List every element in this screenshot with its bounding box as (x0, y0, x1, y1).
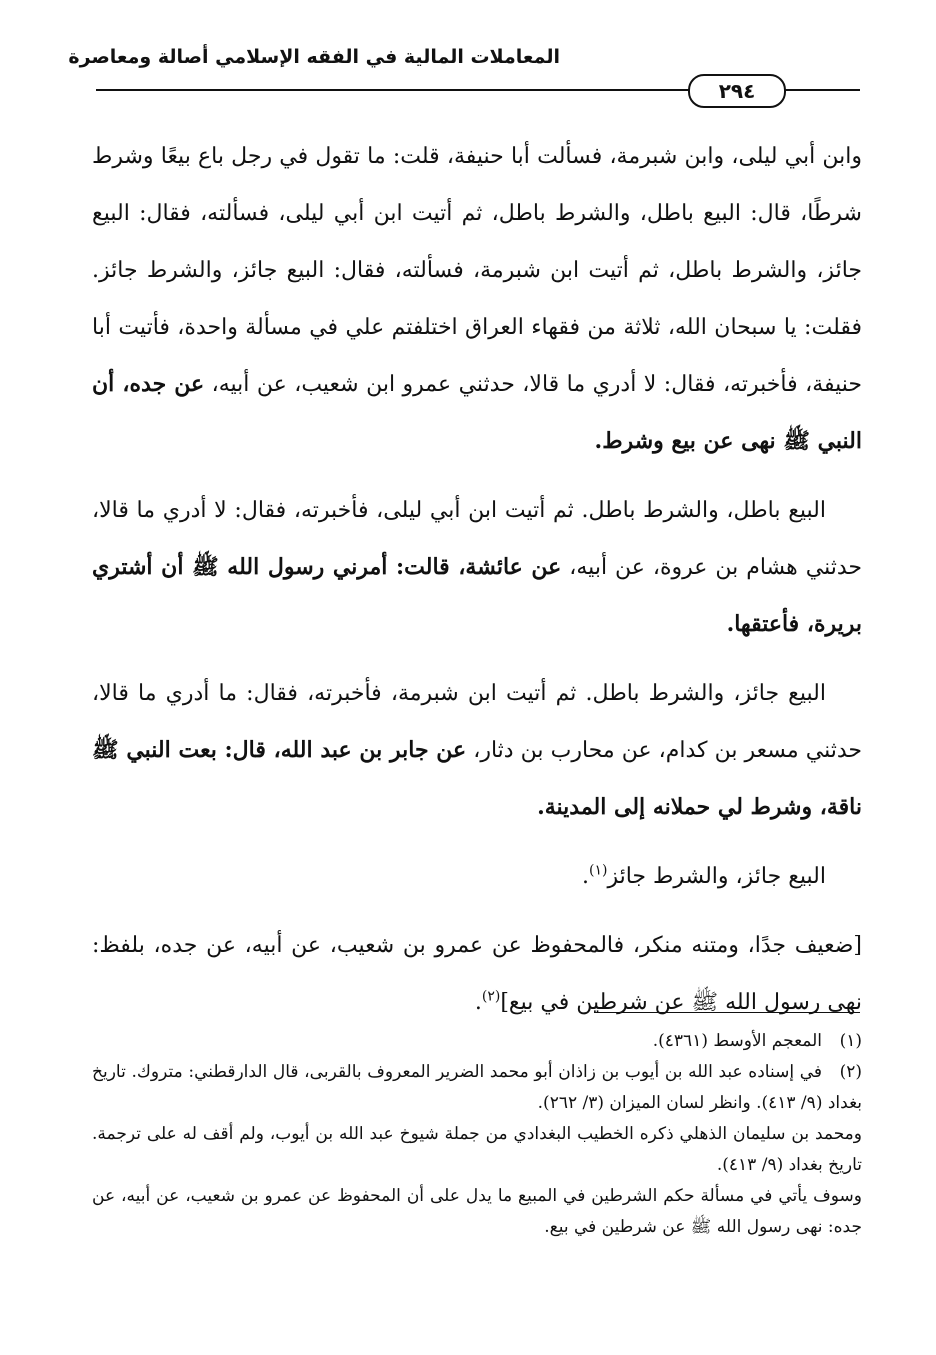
footnote-ref-2[interactable]: (٢) (481, 988, 501, 1005)
footnote-2-marker: (٢) (839, 1062, 862, 1082)
main-text (92, 128, 862, 1043)
footnote-2 (92, 1057, 862, 1119)
footnotes (92, 1026, 862, 1243)
page-number-badge: ٢٩٤ (688, 74, 786, 108)
paragraph-5-text: [ضعيف جدًا، ومتنه منكر، فالمحفوظ عن عمرو بن شعيب، عن أبيه، عن جده، بلفظ: نهى رسول الله ﷺ عن شرطين في بيع] (92, 933, 862, 1015)
paragraph-3 (92, 665, 862, 836)
paragraph-1-text: وابن أبي ليلى، وابن شبرمة، فسألت أبا حنيفة، قلت: ما تقول في رجل باع بيعًا وشرط شرطًا، قال: البيع باطل، والشرط باطل، ثم أتيت ابن أبي ليلى، فسألته، فقال: البيع جائز، والشرط باطل، ثم أتيت ابن شبرمة، فسألته، فقال: البيع جائز، والشرط جائز. فقلت: يا سبحان الله، ثلاثة من فقهاء العراق اختلفتم علي في مسألة واحدة، فأتيت أبا حنيفة، فأخبرته، فقال: لا أدري ما قالا، حدثني عمرو ابن شعيب، عن أبيه، (92, 144, 862, 397)
paragraph-1-hadith: عن جده، أن النبي ﷺ نهى عن بيع وشرط. (92, 371, 862, 454)
paragraph-5-end: . (474, 990, 482, 1015)
paragraph-3-hadith: عن جابر بن عبد الله، قال: بعت النبي ﷺ ناقة، وشرط لي حملانه إلى المدينة. (92, 737, 862, 820)
footnote-2-text: في إسناده عبد الله بن أيوب بن زاذان أبو محمد الضرير المعروف بالقربى، قال الدارقطني: متروك. تاريخ بغداد (٩/ ٤١٣). وانظر لسان الميزان (٣/ ٢٦٢). (92, 1062, 862, 1113)
running-header (68, 40, 860, 110)
footnote-ref-1[interactable]: (١) (588, 862, 608, 879)
footnote-1-text: المعجم الأوسط (٤٣٦١). (652, 1031, 822, 1051)
paragraph-2-text: البيع باطل، والشرط باطل. ثم أتيت ابن أبي ليلى، فأخبرته، فقال: لا أدري ما قالا، حدثني هشام بن عروة، عن أبيه، (92, 498, 862, 580)
footnote-2-continuation-1: ومحمد بن سليمان الذهلي ذكره الخطيب البغدادي من جملة شيوخ عبد الله بن أيوب، ولم أقف له على ترجمة. تاريخ بغداد (٩/ ٤١٣). (92, 1124, 862, 1175)
footnote-1-marker: (١) (839, 1031, 862, 1051)
book-title: المعاملات المالية في الفقه الإسلامي أصالة ومعاصرة (68, 46, 560, 68)
paragraph-4-text: البيع جائز، والشرط جائز (607, 864, 826, 889)
paragraph-5 (92, 917, 862, 1031)
footnote-1 (92, 1026, 862, 1057)
paragraph-2 (92, 482, 862, 653)
footnote-2-continuation-2: وسوف يأتي في مسألة حكم الشرطين في المبيع ما يدل على أن المحفوظ عن عمرو بن شعيب، عن أبيه، عن جده: نهى رسول الله ﷺ عن شرطين في بيع. (92, 1186, 862, 1237)
paragraph-1 (92, 128, 862, 470)
paragraph-4-end: . (581, 864, 589, 889)
paragraph-3-text: البيع جائز، والشرط باطل. ثم أتيت ابن شبرمة، فأخبرته، فقال: ما أدري ما قالا، حدثني مسعر بن كدام، عن محارب بن دثار، (92, 681, 862, 763)
footnote-separator (594, 1012, 860, 1013)
paragraph-2-hadith: عن عائشة، قالت: أمرني رسول الله ﷺ أن أشتري بريرة، فأعتقها. (92, 554, 862, 637)
paragraph-4 (92, 848, 862, 905)
